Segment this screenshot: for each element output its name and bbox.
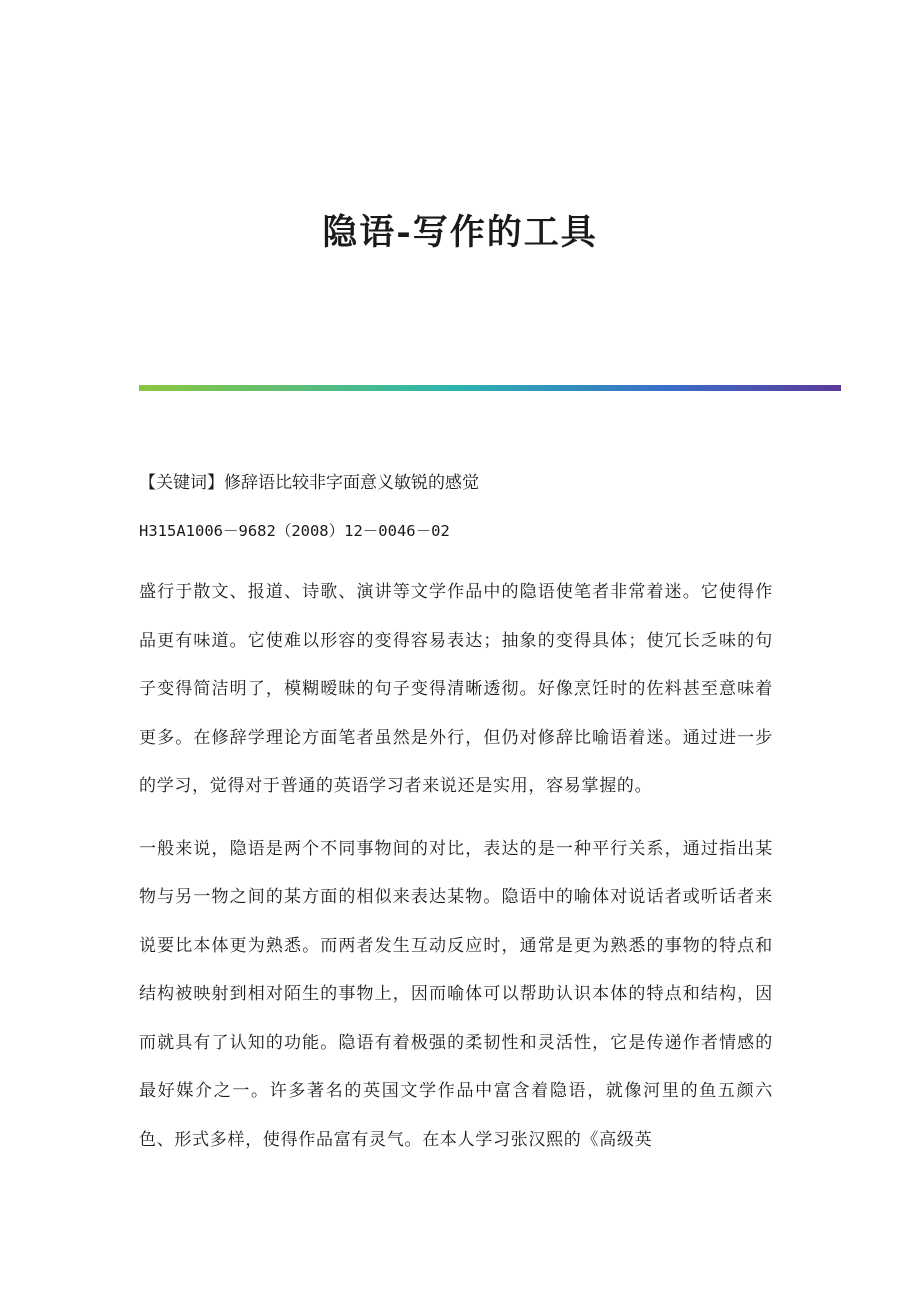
gradient-divider <box>139 385 841 391</box>
paragraph-1: 盛行于散文、报道、诗歌、演讲等文学作品中的隐语使笔者非常着迷。它使得作品更有味道。它使难以形容的变得容易表达；抽象的变得具体；使冗长乏味的句子变得简洁明了，模糊暧昧的句子变得清晰透彻。好像烹饪时的佐料甚至意味着更多。在修辞学理论方面笔者虽然是外行，但仍对修辞比喻语着迷。通过进一步的学习，觉得对于普通的英语学习者来说还是实用，容易掌握的。 <box>139 582 773 796</box>
classification-code: H315A1006－9682（2008）12－0046－02 <box>139 522 450 540</box>
keywords-line: 【关键词】修辞语比较非字面意义敏锐的感觉 <box>139 473 479 493</box>
document-title: 隐语-写作的工具 <box>322 212 598 253</box>
paragraph-2: 一般来说，隐语是两个不同事物间的对比，表达的是一种平行关系，通过指出某物与另一物之间的某方面的相似来表达某物。隐语中的喻体对说话者或听话者来说要比本体更为熟悉。而两者发生互动反应时，通常是更为熟悉的事物的特点和结构被映射到相对陌生的事物上，因而喻体可以帮助认识本体的特点和结构，因而就具有了认知的功能。隐语有着极强的柔韧性和灵活性，它是传递作者情感的最好媒介之一。许多著名的英国文学作品中富含着隐语，就像河里的鱼五颜六色、形式多样，使得作品富有灵气。在本人学习张汉熙的《高级英 <box>139 838 773 1150</box>
document-body <box>139 466 773 1164</box>
